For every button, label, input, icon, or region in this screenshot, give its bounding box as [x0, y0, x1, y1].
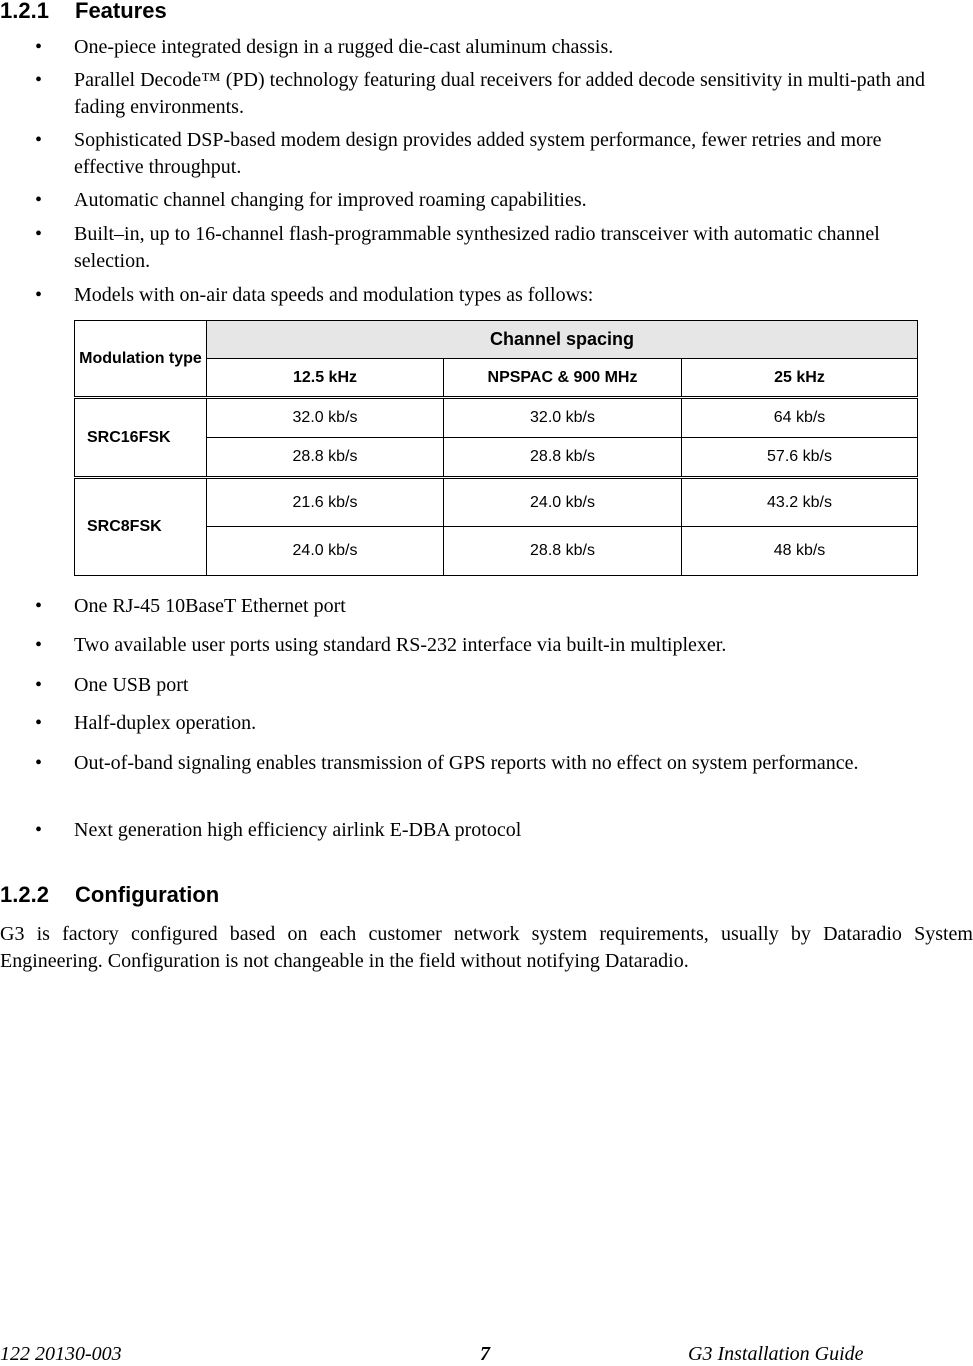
- table-row: [75, 398, 918, 438]
- section-heading-features: [0, 0, 167, 24]
- table-cell: 48 kb/s: [682, 527, 918, 576]
- footer-doc-number: 122 20130-003: [0, 1343, 122, 1365]
- table-cell: 24.0 kb/s: [444, 478, 682, 527]
- section-title: Configuration: [75, 882, 220, 907]
- table-cell: 21.6 kb/s: [207, 478, 444, 527]
- column-header: 25 kHz: [682, 359, 918, 398]
- table-cell: 57.6 kb/s: [682, 438, 918, 478]
- table-cell: 64 kb/s: [682, 398, 918, 438]
- section-title: Features: [75, 0, 167, 23]
- table-cell: 24.0 kb/s: [207, 527, 444, 576]
- modulation-label: SRC8FSK: [75, 478, 207, 576]
- table-cell: 28.8 kb/s: [207, 438, 444, 478]
- table-cell: 32.0 kb/s: [444, 398, 682, 438]
- table-cell: 28.8 kb/s: [444, 438, 682, 478]
- modulation-type-header: Modulation type: [75, 321, 207, 398]
- data-speed-table: [74, 320, 918, 576]
- channel-spacing-header: Channel spacing: [207, 321, 918, 359]
- section-number: 1.2.2: [0, 882, 49, 907]
- modulation-label: SRC16FSK: [75, 398, 207, 478]
- section-number: 1.2.1: [0, 0, 49, 23]
- column-header: NPSPAC & 900 MHz: [444, 359, 682, 398]
- footer-page-number: 7: [480, 1343, 490, 1365]
- footer-guide-title: G3 Installation Guide: [688, 1343, 864, 1365]
- table-cell: 32.0 kb/s: [207, 398, 444, 438]
- section-heading-configuration: [0, 882, 219, 908]
- table-cell: 28.8 kb/s: [444, 527, 682, 576]
- configuration-paragraph: G3 is factory configured based on each customer network system requirements, usually by Dataradio System Engineering. Configuration is not changeable in the field without notifying Dataradio.: [0, 923, 973, 972]
- table-row: [75, 478, 918, 527]
- table-cell: 43.2 kb/s: [682, 478, 918, 527]
- column-header: 12.5 kHz: [207, 359, 444, 398]
